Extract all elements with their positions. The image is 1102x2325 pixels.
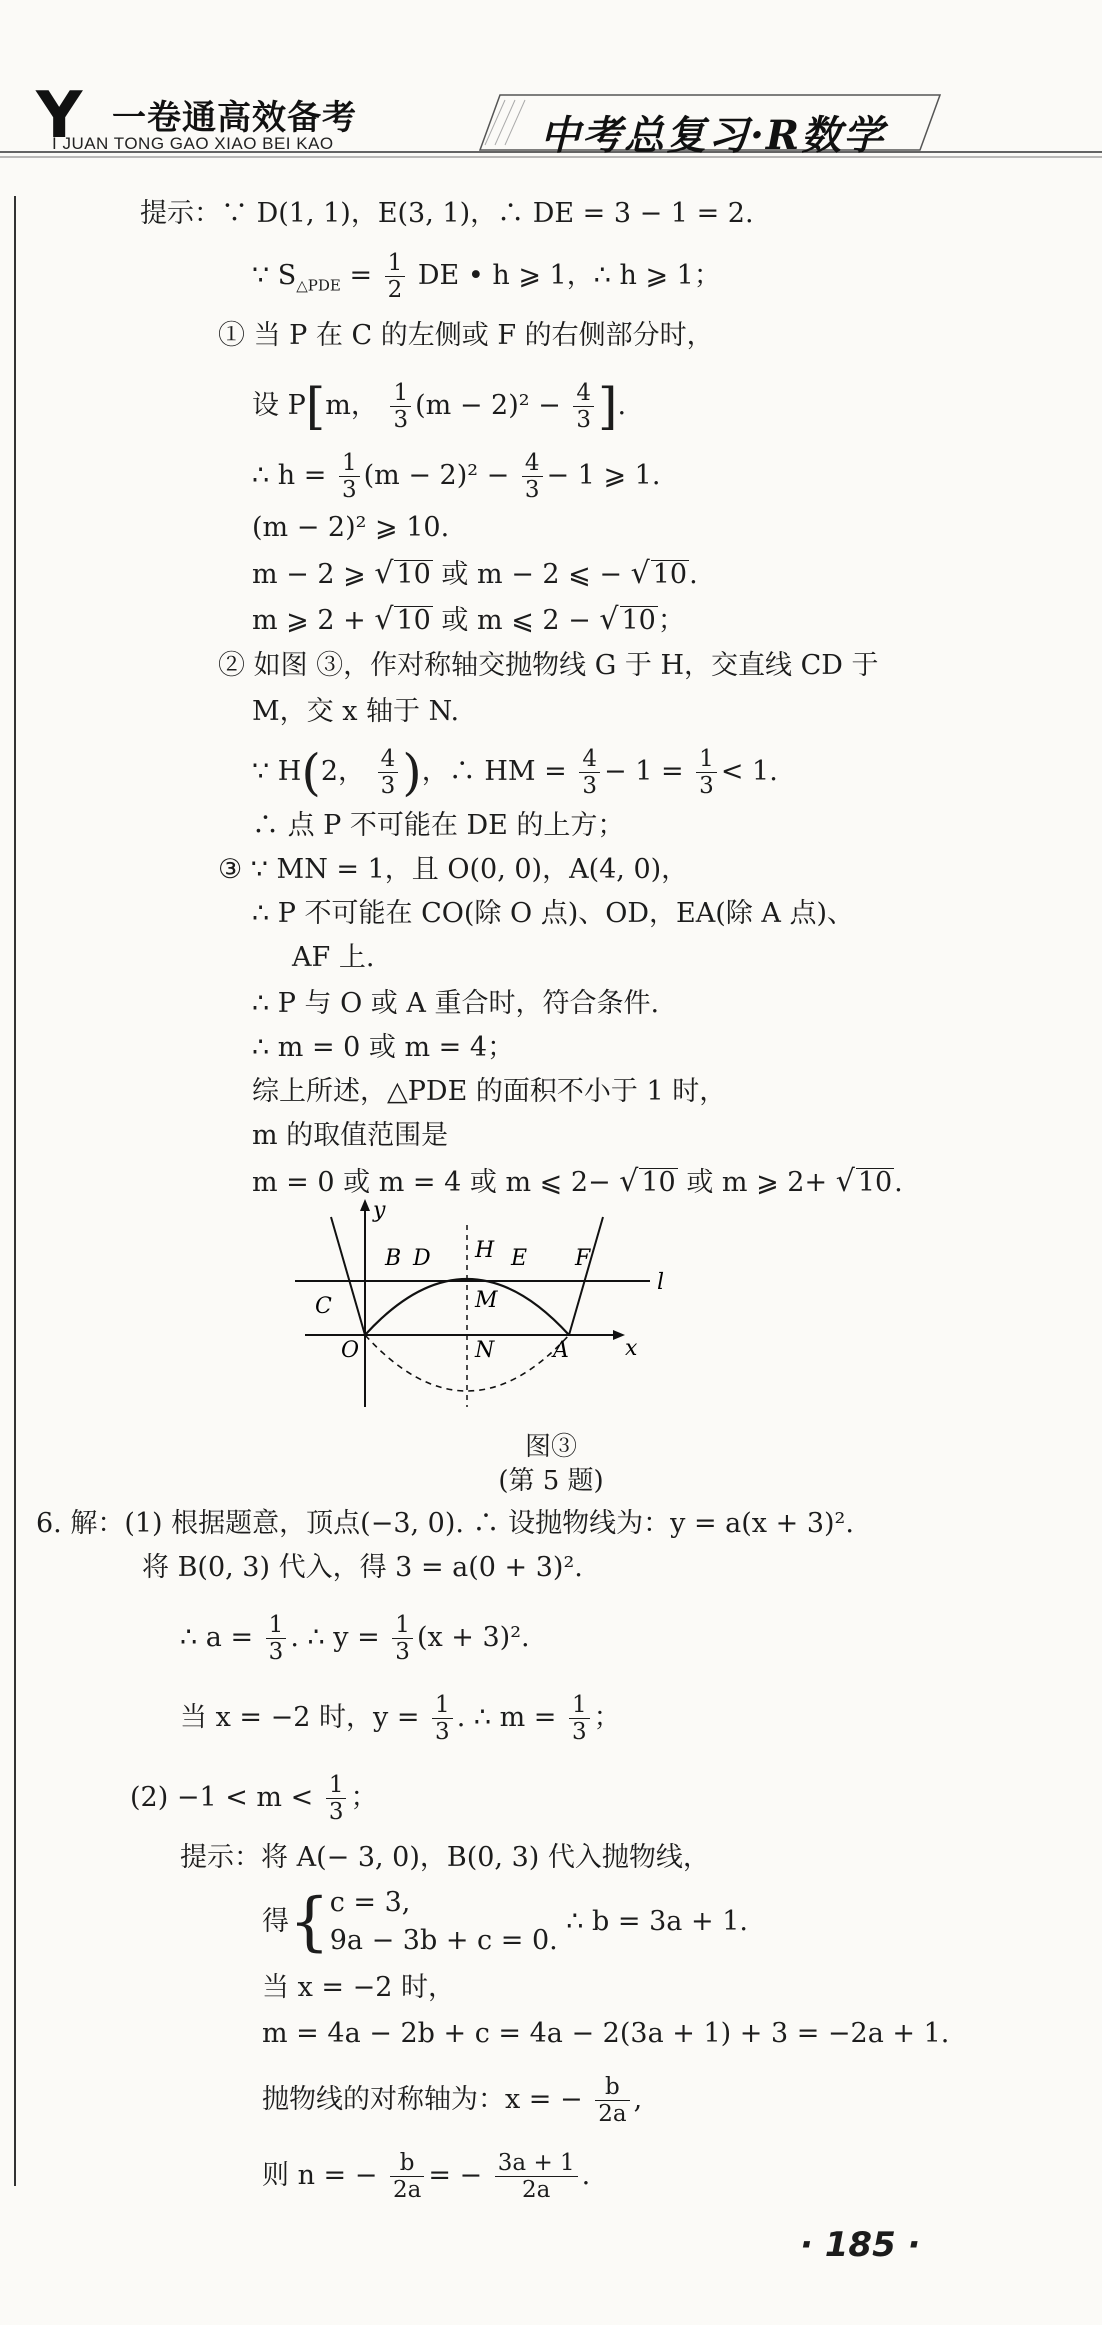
- text-line: AF 上.: [292, 942, 375, 973]
- label-B: B: [385, 1246, 402, 1271]
- text-line: M，交 x 轴于 N.: [252, 696, 460, 727]
- x-axis-arrow: [613, 1330, 625, 1340]
- label-N: N: [475, 1338, 495, 1363]
- text-line: 6. 解：(1) 根据题意，顶点(−3, 0). ∴ 设抛物线为：y = a(x + 3)².: [36, 1508, 854, 1539]
- text-line: m = 4a − 2b + c = 4a − 2(3a + 1) + 3 = −2a + 1.: [262, 2018, 950, 2049]
- text-line: 提示：∵ D(1, 1)，E(3, 1)，∴ DE = 3 − 1 = 2.: [140, 198, 754, 229]
- text-line: 当 x = −2 时，y = $\frac{1}{3}$ . ∴ m = $\frac{1}{3}$ ；: [180, 1692, 621, 1745]
- label-E: E: [511, 1246, 528, 1271]
- text-line: 将 B(0, 3) 代入，得 3 = a(0 + 3)².: [142, 1552, 583, 1583]
- label-F: F: [575, 1246, 591, 1271]
- text-line: ∵ $S_{\triangle PDE}$ = $\frac{1}{2}$ DE • h ⩾ 1，∴ h ⩾ 1；: [252, 250, 721, 303]
- parabola-lower-dashed: [365, 1335, 569, 1391]
- text-line: 当 x = −2 时，: [262, 1972, 455, 2003]
- left-margin-rule: [14, 196, 16, 2186]
- text-line: m − 2 ⩾ √ 10 或 m − 2 ⩽ − √ 10.: [252, 556, 698, 591]
- text-line: (2) −1 < m < $\frac{1}{3}$ ；: [130, 1772, 378, 1825]
- label-D: D: [413, 1246, 431, 1271]
- text-line: 提示：将 A(− 3, 0)，B(0, 3) 代入抛物线，: [180, 1842, 710, 1873]
- label-H: H: [475, 1238, 495, 1263]
- text-line: ∴ 点 P 不可能在 DE 的上方；: [252, 810, 625, 841]
- figure-problem-label: (第 5 题): [498, 1466, 604, 1496]
- text-line: 设 P[m， $\frac{1}{3}$ (m − 2)² − $\frac{4}{3}$ ].: [252, 377, 627, 436]
- text-line: ① 当 P 在 C 的左侧或 F 的右侧部分时，: [218, 320, 714, 351]
- text-line: ∴ P 与 O 或 A 重合时，符合条件.: [252, 988, 660, 1019]
- page-header: [0, 0, 1102, 170]
- text-line: 综上所述，△PDE 的面积不小于 1 时，: [252, 1076, 727, 1107]
- text-line: ∴ a = $\frac{1}{3}$ . ∴ y = $\frac{1}{3}$ (x + 3)².: [180, 1612, 530, 1665]
- y-axis-arrow: [360, 1199, 370, 1211]
- label-O: O: [341, 1338, 360, 1363]
- label-y: y: [373, 1198, 386, 1223]
- right-branch: [569, 1217, 603, 1335]
- text-line: ③ ∵ MN = 1，且 O(0, 0)，A(4, 0)，: [218, 854, 689, 885]
- text-line: m 的取值范围是: [252, 1120, 449, 1151]
- left-branch: [331, 1217, 365, 1335]
- text-line: (m − 2)² ⩾ 10.: [252, 512, 450, 543]
- text-line: 得{ c = 3, 9a − 3b + c = 0. ∴ b = 3a + 1.: [262, 1885, 748, 1959]
- figure-caption: 图③: [524, 1432, 577, 1462]
- text-line: ∴ m = 0 或 m = 4；: [252, 1032, 515, 1063]
- label-x: x: [625, 1336, 638, 1361]
- text-line: 则 n = − $\frac{b}{2a}$ = − $\frac{3a + 1}{2a}$ .: [262, 2150, 591, 2203]
- text-line: ∴ P 不可能在 CO(除 O 点)、OD，EA(除 A 点)、: [252, 898, 854, 929]
- text-line: ∵ H(2， $\frac{4}{3}$ )，∴ HM = $\frac{4}{3}$ − 1 = $\frac{1}{3}$ < 1.: [252, 743, 778, 802]
- text-line: ∴ h = $\frac{1}{3}$ (m − 2)² − $\frac{4}{3}$ − 1 ⩾ 1.: [252, 450, 661, 503]
- label-A: A: [553, 1338, 569, 1363]
- text-line: m = 0 或 m = 4 或 m ⩽ 2− √ 10 或 m ⩾ 2+ √ 10.: [252, 1164, 903, 1199]
- parabola-figure: [285, 1195, 665, 1420]
- text-line: ② 如图 ③，作对称轴交抛物线 G 于 H，交直线 CD 于: [218, 650, 879, 681]
- brand-title: 一卷通高效备考: [112, 98, 357, 138]
- brand-pinyin: I JUAN TONG GAO XIAO BEI KAO: [52, 134, 334, 153]
- text-line: m ⩾ 2 + √ 10 或 m ⩽ 2 − √ 10；: [252, 602, 685, 637]
- text-line: 抛物线的对称轴为：x = − $\frac{b}{2a}$ ,: [262, 2074, 643, 2127]
- brand-logo-letter: Y: [36, 79, 83, 153]
- series-title: 中考总复习·R数学: [540, 112, 886, 159]
- label-C: C: [315, 1294, 332, 1319]
- label-l: l: [657, 1270, 665, 1295]
- page-number: · 185 ·: [800, 2225, 921, 2265]
- label-M: M: [475, 1288, 498, 1313]
